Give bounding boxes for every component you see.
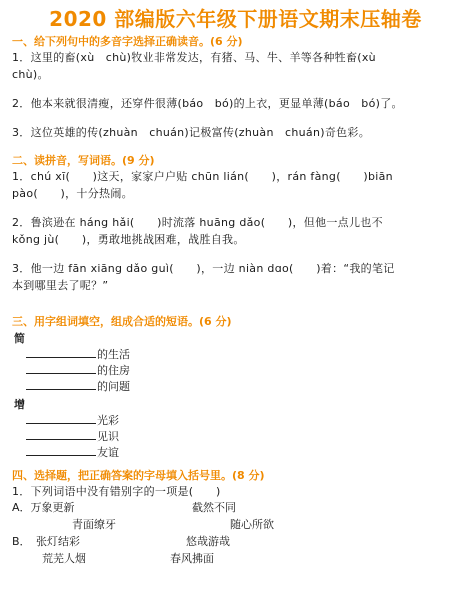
fill-item-text: 光彩 [97, 414, 119, 427]
option-a-word-3: 青面缭牙 [72, 518, 116, 531]
fill-item-jian-2 [26, 363, 459, 379]
s2-question-2-line-2: kǒng jù( )，勇敢地挑战困难，战胜自我。 [12, 233, 245, 246]
s1-question-2: 2．他本来就很清瘦，还穿件很薄(báo bó)的上衣，更显单薄(báo bó)了。 [12, 97, 403, 110]
s1-question-1-line-1: 1．这里的畜(xù chù)牧业非常发达，有猪、马、牛、羊等各种牲畜(xù [12, 51, 376, 64]
answer-blank[interactable] [26, 347, 96, 358]
fill-item-zeng-3 [26, 445, 459, 461]
fill-item-text: 见识 [97, 430, 119, 443]
s4-question-1: 1．下列词语中没有错别字的一项是( ) [12, 485, 221, 498]
answer-blank[interactable] [26, 379, 96, 390]
s1-question-1-line-2: chù)。 [12, 68, 49, 81]
s2-question-1-line-2: pào( )，十分热闹。 [12, 187, 133, 200]
section-3-heading: 三、用字组词填空，组成合适的短语。(6 分) [12, 315, 232, 328]
option-b-word-4: 春风拂面 [170, 552, 214, 565]
s1-question-3: 3．这位英雄的传(zhuàn chuán)记极富传(zhuàn chuán)奇色彩。 [12, 126, 371, 139]
fill-item-text: 的问题 [97, 380, 130, 393]
option-b-label: B． 张灯结彩 [12, 535, 81, 548]
option-a-row-2 [12, 517, 459, 534]
option-b-word-2: 悠哉游哉 [186, 535, 230, 548]
s2-question-3-line-2: 本到哪里去了呢？” [12, 279, 109, 292]
fill-item-jian-1 [26, 347, 459, 363]
page-title: 2020 部编版六年级下册语文期末压轴卷 [49, 7, 422, 31]
option-b-word-3: 荒芜人烟 [42, 552, 86, 565]
fill-item-zeng-1 [26, 413, 459, 429]
option-a-word-2: 截然不同 [192, 501, 236, 514]
char-jian-label: 简 [14, 332, 25, 345]
fill-item-zeng-2 [26, 429, 459, 445]
option-a-label: A．万象更新 [12, 501, 75, 514]
fill-item-text: 的住房 [97, 364, 130, 377]
fill-item-text: 的生活 [97, 348, 130, 361]
fill-item-jian-3 [26, 379, 459, 395]
option-b-row-1 [12, 534, 459, 551]
section-1-heading: 一、给下列句中的多音字选择正确读音。(6 分) [12, 35, 243, 48]
answer-blank[interactable] [26, 413, 96, 424]
answer-blank[interactable] [26, 363, 96, 374]
section-2-heading: 二、读拼音，写词语。(9 分) [12, 154, 155, 167]
s2-question-2-line-1: 2．鲁滨逊在 háng hǎi( )时流落 huāng dǎo( )，但他一点儿也不 [12, 216, 383, 229]
answer-blank[interactable] [26, 429, 96, 440]
section-4-heading: 四、选择题，把正确答案的字母填入括号里。(8 分) [12, 469, 265, 482]
fill-item-text: 友谊 [97, 446, 119, 459]
option-b-row-2 [12, 551, 459, 568]
s2-question-1-line-1: 1．chú xī( )这天，家家户户贴 chūn lián( )，rán fàng( )biān [12, 170, 393, 183]
char-zeng-label: 增 [14, 398, 25, 411]
answer-blank[interactable] [26, 445, 96, 456]
option-a-word-4: 随心所欲 [230, 518, 274, 531]
s2-question-3-line-1: 3．他一边 fān xiāng dǎo guì( )，一边 niàn dɑo( )着：“我的笔记 [12, 262, 395, 275]
option-a-row-1 [12, 500, 459, 517]
